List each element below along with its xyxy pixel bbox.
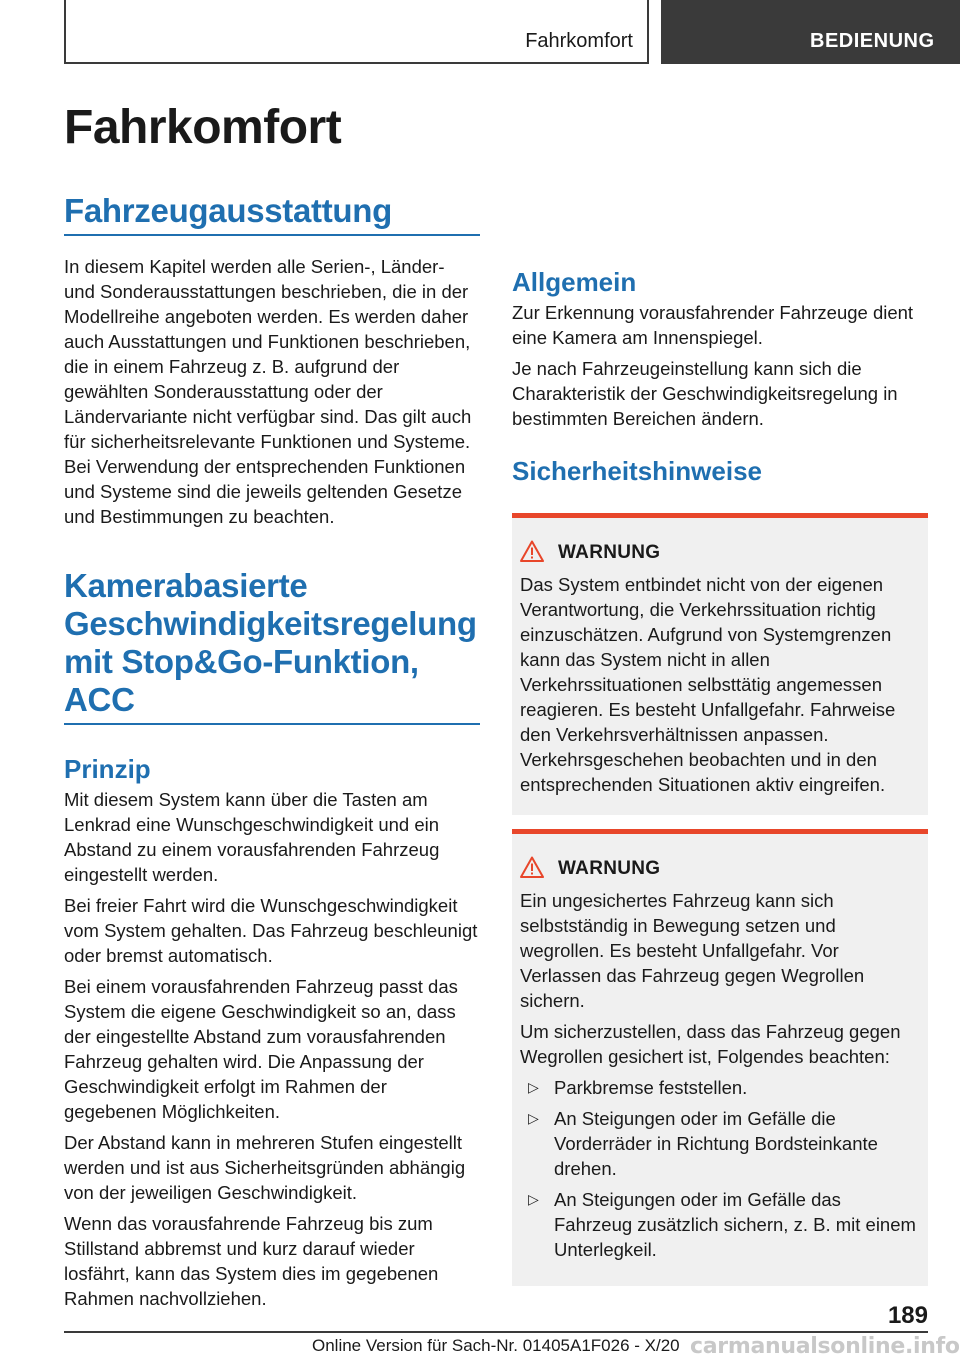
warning-box-1	[512, 513, 928, 815]
footer-divider	[64, 1331, 928, 1333]
bullet-triangle-icon: ▷	[528, 1079, 539, 1095]
list-item	[520, 1106, 920, 1181]
warning-text-2: Um sicherzustellen, dass das Fahrzeug gegen Wegrollen gesichert ist, Folgendes beachten:	[520, 1021, 901, 1067]
heading-prinzip: Prinzip	[64, 754, 151, 784]
bullet-triangle-icon: ▷	[528, 1110, 539, 1126]
prinzip-paragraph-5: Wenn das vorausfahrende Fahrzeug bis zum Stillstand abbremst und kurz darauf wieder losfährt, kann das System dies im gegebenen Rahmen nachvollziehen.	[64, 1213, 439, 1309]
watermark: carmanualsonline.info	[690, 1334, 960, 1359]
heading-sicherheitshinweise: Sicherheitshinweise	[512, 456, 762, 486]
header-section-label: Fahrkomfort	[525, 30, 633, 52]
warning-label: WARNUNG	[558, 858, 661, 879]
header-chapter-label: BEDIENUNG	[810, 30, 935, 52]
allgemein-paragraph-1: Zur Erkennung vorausfahrender Fahrzeuge dient eine Kamera am Innenspiegel.	[512, 302, 914, 348]
heading-acc: Kamerabasierte Geschwindigkeitsregelung mit Stop&Go-Funktion, ACC	[64, 567, 480, 725]
paragraph-continuation-spacer	[512, 192, 928, 242]
right-column	[512, 192, 928, 1286]
list-item-text: An Steigungen oder im Gefälle das Fahrzeug zusätzlich sichern, z. B. mit einem Unterlegkeil.	[554, 1189, 916, 1260]
header-chapter-tab	[661, 0, 960, 64]
warning-text-1: Ein ungesichertes Fahrzeug kann sich selbstständig in Bewegung setzen und wegrollen. Es besteht Unfallgefahr. Vor Verlassen das Fahrzeug gegen Wegrollen sichern.	[520, 890, 865, 1011]
prinzip-paragraph-4: Der Abstand kann in mehreren Stufen eingestellt werden und ist aus Sicherheitsgründen abhängig von der jeweiligen Geschwindigkeit.	[64, 1132, 466, 1203]
warning-triangle-icon	[520, 856, 544, 878]
warning-header	[520, 540, 920, 566]
bullet-triangle-icon: ▷	[528, 1191, 539, 1207]
allgemein-paragraph-2: Je nach Fahrzeugeinstellung kann sich die Charakteristik der Geschwindigkeitsregelung in bestimmten Bereichen ändern.	[512, 358, 898, 429]
prinzip-paragraph-3: Bei einem vorausfahrenden Fahrzeug passt das System die eigene Geschwindigkeit so an, dass der eingestellte Abstand zum vorausfahrenden Fahrzeug gehalten wird. Die Anpassung der Geschwindigkeit erfolgt im Rahmen der gegebenen Möglichkeiten.	[64, 976, 458, 1122]
warning-text: Das System entbindet nicht von der eigenen Verantwortung, die Verkehrssituation richtig einzuschätzen. Aufgrund von Systemgrenzen kann das System nicht in allen Verkehrssituationen selbsttätig angemessen reagieren. Es besteht Unfallgefahr. Fahrweise den Verkehrsverhältnissen anpassen. Verkehrsgeschehen beobachten und in den entsprechenden Situationen aktiv eingreifen.	[520, 574, 896, 795]
warning-header	[520, 856, 920, 882]
warning-triangle-icon	[520, 540, 544, 562]
warning-list	[520, 1075, 920, 1262]
heading-fahrzeugausstattung: Fahrzeugausstattung	[64, 192, 480, 236]
heading-allgemein: Allgemein	[512, 267, 637, 297]
warning-box-2	[512, 829, 928, 1286]
list-item-text: Parkbremse feststellen.	[554, 1077, 748, 1098]
list-item	[520, 1075, 920, 1100]
footer-text: Online Version für Sach-Nr. 01405A1F026 - X/20	[312, 1336, 680, 1355]
left-column	[64, 192, 480, 1311]
intro-paragraph: In diesem Kapitel werden alle Serien-, Länder- und Sonderausstattungen beschrieben, die in der Modellreihe angeboten werden. Es werden daher auch Ausstattungen und Funktionen beschrieben, die in einem Fahrzeug z. B. aufgrund der gewählten Sonderausstattung oder der Ländervariante nicht verfügbar sind. Das gilt auch für sicherheitsrelevante Funktionen und Systeme. Bei Verwendung der entsprechenden Funktionen und Systeme sind die jeweils geltenden Gesetze und Bestimmungen zu beachten.	[64, 256, 472, 527]
page-title: Fahrkomfort	[64, 101, 342, 154]
list-item-text: An Steigungen oder im Gefälle die Vorderräder in Richtung Bordsteinkante drehen.	[554, 1108, 878, 1179]
list-item	[520, 1187, 920, 1262]
page-number: 189	[887, 1302, 928, 1329]
warning-label: WARNUNG	[558, 542, 661, 563]
header-section-tab	[64, 0, 649, 64]
prinzip-paragraph-1: Mit diesem System kann über die Tasten am Lenkrad eine Wunschgeschwindigkeit und ein Abstand zu einem vorausfahrenden Fahrzeug eingestellt werden.	[64, 789, 440, 885]
prinzip-paragraph-2: Bei freier Fahrt wird die Wunschgeschwindigkeit vom System gehalten. Das Fahrzeug beschleunigt oder bremst automatisch.	[64, 895, 478, 966]
